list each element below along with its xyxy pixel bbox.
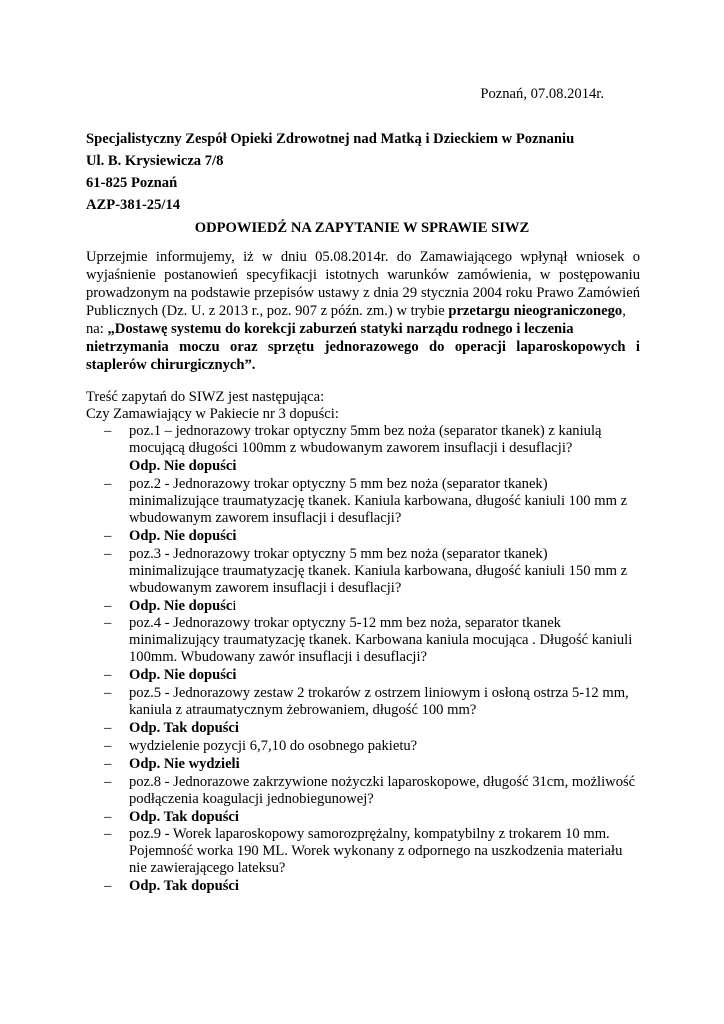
list-bullet: –: [104, 826, 112, 842]
answer-text: Odp. Nie dopuści: [129, 667, 237, 683]
question-text: poz.9 - Worek laparoskopowy samorozprężalny, kompatybilny z trokarem 10 mm.: [129, 826, 610, 842]
tender-subject: „Dostawę systemu do korekcji zaburzeń statyki narządu rodnego i leczenia: [107, 321, 574, 337]
list-bullet: –: [104, 774, 112, 790]
list-bullet: –: [104, 685, 112, 701]
intro-line: [86, 321, 640, 338]
answer-text: Odp. Tak dopuści: [129, 809, 239, 825]
case-reference: AZP-381-25/14: [86, 197, 181, 213]
intro-line: Uprzejmie informujemy, iż w dniu 05.08.2014r. do Zamawiającego wpłynął wniosek o: [86, 249, 640, 265]
list-bullet: –: [104, 738, 112, 754]
intro-text: Publicznych (Dz. U. z 2013 r., poz. 907 z późn. zm.) w trybie: [86, 303, 449, 319]
questions-lead: Treść zapytań do SIWZ jest następująca:: [86, 389, 325, 405]
list-bullet: –: [104, 809, 112, 825]
question-text: wbudowanym zaworem insuflacji i desuflacji?: [129, 580, 402, 596]
question-text: minimalizujący traumatyzację tkanek. Karbowana kaniula mocująca . Długość kaniuli: [129, 632, 633, 648]
question-text: poz.8 - Jednorazowe zakrzywione nożyczki laparoskopowe, długość 31cm, możliwość: [129, 774, 636, 790]
answer-text: Odp. Tak dopuści: [129, 720, 239, 736]
tender-subject-line: staplerów chirurgicznych”.: [86, 357, 256, 373]
list-bullet: –: [104, 756, 112, 772]
question-text: podłączenia koagulacji jednobiegunowej?: [129, 791, 374, 807]
question-text: mocującą długości 100mm z wbudowanym zaworem insuflacji i desuflacji?: [129, 440, 573, 456]
question-text: kaniula z atraumatycznym żebrowaniem, długość 100 mm?: [129, 702, 477, 718]
list-bullet: –: [104, 423, 112, 439]
procedure-type: przetargu nieograniczonego: [448, 303, 623, 319]
list-bullet: –: [104, 667, 112, 683]
addressee-city: 61-825 Poznań: [86, 175, 178, 191]
document-date: Poznań, 07.08.2014r.: [480, 86, 604, 102]
list-bullet: –: [104, 546, 112, 562]
list-bullet: –: [104, 615, 112, 631]
answer-text-bold: Odp. Nie dopuśc: [129, 598, 233, 614]
answer-text: Odp. Nie dopuści: [129, 458, 237, 474]
question-text: wydzielenie pozycji 6,7,10 do osobnego pakietu?: [129, 738, 418, 754]
list-bullet: –: [104, 878, 112, 894]
answer-text: [129, 598, 236, 615]
question-text: 100mm. Wbudowany zawór insuflacji i desuflacji?: [129, 649, 428, 665]
addressee-street: Ul. B. Krysiewicza 7/8: [86, 153, 224, 169]
intro-line: wyjaśnienie postanowień specyfikacji istotnych warunków zamówienia, w postępowaniu: [86, 267, 640, 283]
question-text: wbudowanym zaworem insuflacji i desuflacji?: [129, 510, 402, 526]
answer-text: Odp. Tak dopuści: [129, 878, 239, 894]
list-bullet: –: [104, 476, 112, 492]
answer-text-tail: i: [232, 598, 237, 614]
tender-subject-line: nietrzymania moczu oraz sprzętu jednorazowego do operacji laparoskopowych i: [86, 339, 640, 355]
questions-package: Czy Zamawiający w Pakiecie nr 3 dopuści:: [86, 406, 339, 422]
intro-line: [86, 303, 640, 320]
document-title: ODPOWIEDŹ NA ZAPYTANIE W SPRAWIE SIWZ: [194, 220, 530, 236]
question-text: Pojemność worka 190 ML. Worek wykonany z odpornego na uszkodzenia materiału: [129, 843, 623, 859]
intro-text: ,: [622, 303, 626, 319]
question-text: poz.3 - Jednorazowy trokar optyczny 5 mm bez noża (separator tkanek): [129, 546, 548, 562]
intro-text: na:: [86, 321, 108, 337]
list-bullet: –: [104, 720, 112, 736]
answer-text: Odp. Nie wydzieli: [129, 756, 240, 772]
question-text: poz.5 - Jednorazowy zestaw 2 trokarów z ostrzem liniowym i osłoną ostrza 5-12 mm,: [129, 685, 629, 701]
question-text: minimalizujące traumatyzację tkanek. Kaniula karbowana, długość kaniuli 100 mm z: [129, 493, 628, 509]
intro-line: prowadzonym na podstawie przepisów ustawy z dnia 29 stycznia 2004 roku Prawo Zamówień: [86, 285, 640, 301]
answer-text: Odp. Nie dopuści: [129, 528, 237, 544]
question-text: poz.1 – jednorazowy trokar optyczny 5mm bez noża (separator tkanek) z kaniulą: [129, 423, 602, 439]
question-text: nie zawierającego lateksu?: [129, 860, 286, 876]
question-text: poz.2 - Jednorazowy trokar optyczny 5 mm bez noża (separator tkanek): [129, 476, 548, 492]
question-text: minimalizujące traumatyzację tkanek. Kaniula karbowana, długość kaniuli 150 mm z: [129, 563, 628, 579]
question-text: poz.4 - Jednorazowy trokar optyczny 5-12 mm bez noża, separator tkanek: [129, 615, 561, 631]
list-bullet: –: [104, 528, 112, 544]
list-bullet: –: [104, 598, 112, 614]
addressee-name: Specjalistyczny Zespół Opieki Zdrowotnej nad Matką i Dzieckiem w Poznaniu: [86, 131, 575, 147]
